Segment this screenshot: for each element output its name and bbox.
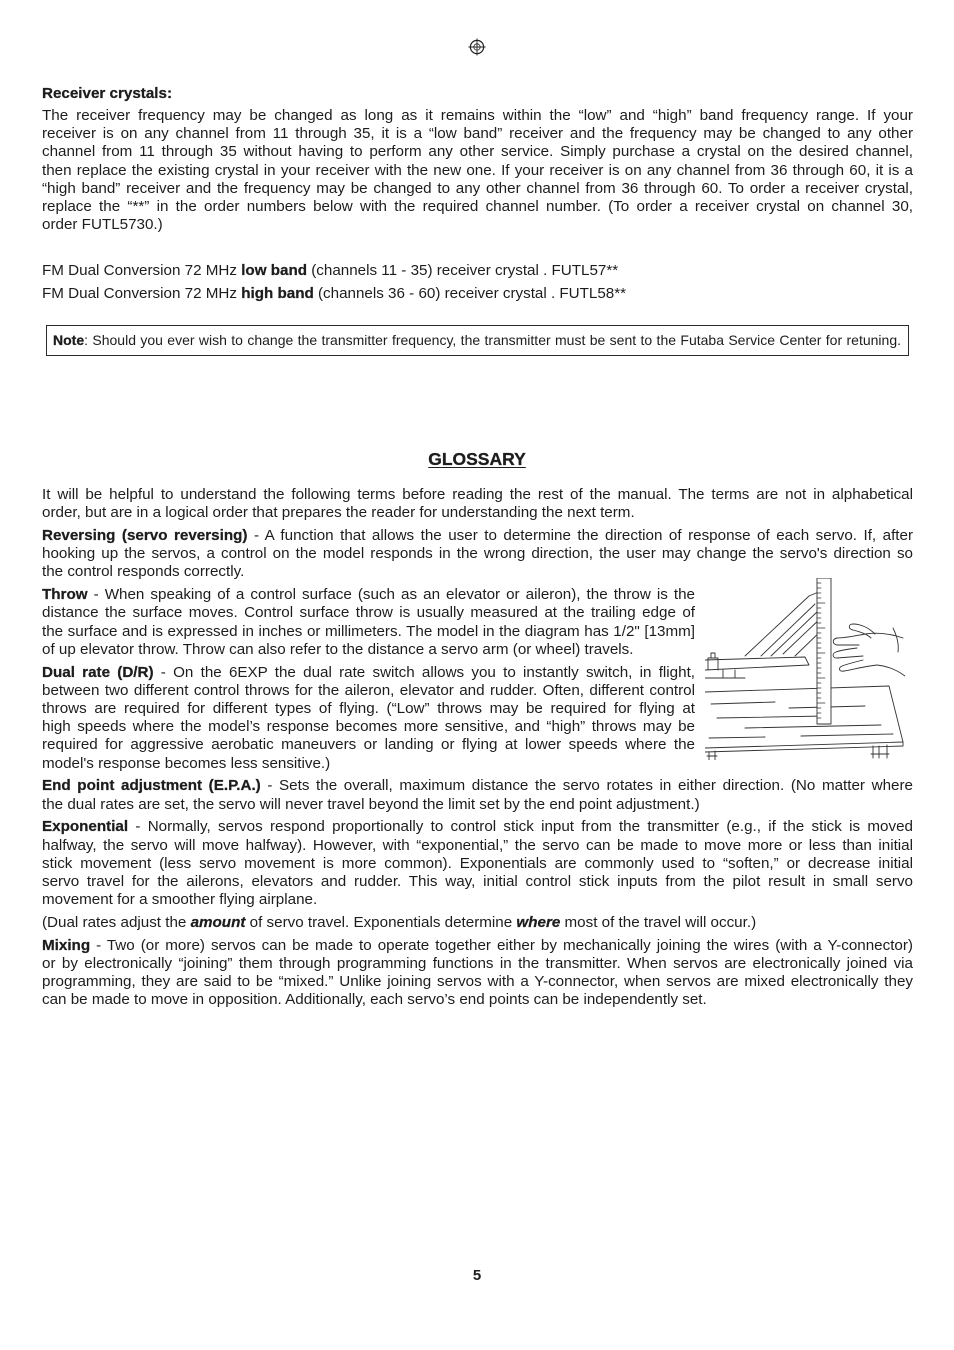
body-line: can be made to move in opposition. Additionally, each servo’s end points can be independently set. — [42, 991, 707, 1009]
definition-text: - Normally, servos respond proportionally to control stick input from the transmitter (e.g., if the stick is moved — [128, 818, 913, 836]
glossary-entry-dual-rate — [42, 664, 695, 773]
table — [705, 686, 903, 760]
body-line: programming, they are said to be “mixed.” Unlike joining servos with a Y-connector, when servos are mixed electronically they — [42, 973, 913, 991]
order-prefix: FM Dual Conversion 72 MHz — [42, 262, 242, 279]
glossary-intro — [42, 486, 913, 522]
receiver-crystals-heading: Receiver crystals: — [42, 85, 173, 102]
ruler — [817, 578, 831, 724]
body-line: order FUTL5730.) — [42, 216, 163, 234]
body-line — [42, 914, 913, 932]
body-line — [42, 527, 913, 545]
body-line: required for aggressive aerobatic maneuvers or landing or flying at lower speeds where the — [42, 736, 695, 754]
body-line — [42, 777, 913, 795]
note-text-part: of servo travel. Exponentials determine — [245, 914, 517, 932]
body-line: The receiver frequency may be changed as long as it remains within the “low” and “high” band frequency range. If your — [42, 107, 913, 124]
glossary-entry-reversing — [42, 527, 913, 582]
definition-text: - On the 6EXP the dual rate switch allows you to instantly switch, in flight, — [153, 663, 696, 681]
body-line: of up elevator throw. Throw can also refer to the distance a servo arm (or wheel) travels. — [42, 640, 634, 658]
glossary-term: Reversing (servo reversing) — [42, 527, 248, 544]
body-line: channel from 11 through 35 without having to perform any other service. Simply purchase a crystal on the desired channel, — [42, 143, 913, 161]
definition-text: - When speaking of a control surface (such as an elevator or aileron), the throw is the — [87, 586, 695, 604]
note-text — [53, 326, 901, 355]
body-line: replace the “**” in the order numbers below with the required channel number. (To order a receiver crystal on channel 30, — [42, 198, 913, 216]
body-line: or by electronically “joining” them through programming functions in the transmitter. When servos are electronically joined via — [42, 955, 913, 973]
receiver-crystals-paragraph — [42, 107, 913, 234]
body-line — [42, 937, 913, 955]
order-suffix: (channels 11 - 35) receiver crystal . FUTL57** — [307, 262, 619, 279]
note-body: : Should you ever wish to change the transmitter frequency, the transmitter must be sent to the Futaba Service Center for retuning. — [84, 332, 901, 348]
body-line: receiver is on any channel from 11 through 35, it is a “low band” receiver and the frequency may be changed to any other — [42, 125, 913, 143]
registration-mark-icon — [468, 38, 486, 56]
emphasis-amount: amount — [190, 914, 246, 932]
order-line-low-band — [42, 262, 913, 280]
glossary-term: End point adjustment (E.P.A.) — [42, 777, 261, 795]
order-suffix: (channels 36 - 60) receiver crystal . FUTL58** — [313, 285, 627, 302]
glossary-entry-mixing — [42, 937, 913, 1010]
body-line: throws are required for different types of flying. (“Low” throws may be required for flying at — [42, 700, 695, 718]
body-line: the surface and is expressed in inches or millimeters. The model in the diagram has 1/2" [13mm] — [42, 622, 695, 640]
body-line: the dual rates are set, the servo will never travel beyond the limit set by the end point adjustment.) — [42, 795, 700, 813]
emphasis-where: where — [516, 914, 561, 932]
order-prefix: FM Dual Conversion 72 MHz — [42, 285, 242, 302]
body-line: the control responds correctly. — [42, 563, 245, 581]
order-line-high-band — [42, 285, 913, 303]
definition-text: - Sets the overall, maximum distance the servo rotates in either direction. (No matter where — [260, 777, 913, 795]
note-text-part: most of the travel will occur.) — [560, 914, 757, 932]
body-line: then replace the existing crystal in your receiver with the new one. If your receiver is on any channel from 36 through 60, it is a — [42, 161, 913, 179]
body-line — [42, 818, 913, 836]
definition-text: - A function that allows the user to determine the direction of response of each servo. If, after — [247, 527, 914, 544]
note-label: Note — [53, 332, 85, 348]
body-line: “high band” receiver and the frequency may be changed to any other channel from 36 through 60. To order a receiver crystal, — [42, 179, 913, 197]
body-line: between two different control throws for the aileron, elevator and rudder. Often, different control — [42, 681, 695, 699]
order-band: low band — [241, 262, 308, 279]
body-line: movement for a smoother flying airplane. — [42, 891, 318, 909]
definition-text: - Two (or more) servos can be made to operate together either by mechanically joining the wires (with a Y-connector) — [90, 936, 913, 954]
glossary-term: Throw — [42, 586, 88, 604]
glossary-term: Mixing — [42, 936, 91, 954]
elevator-throw-ruler-illustration — [705, 578, 905, 760]
body-line: model's response becomes less sensitive.) — [42, 754, 331, 772]
page-number: 5 — [472, 1267, 482, 1284]
glossary-heading: GLOSSARY — [428, 449, 526, 469]
body-line: servo travel for the ailerons, elevators and rudder. This way, initial control stick inputs from the pilot result in small servo — [42, 873, 913, 891]
rates-vs-exponential-note — [42, 914, 913, 932]
body-line — [42, 664, 695, 682]
fuselage — [705, 653, 809, 678]
note-text-part: (Dual rates adjust the — [42, 914, 191, 932]
body-line — [42, 586, 695, 604]
note-box — [46, 325, 909, 356]
glossary-term: Exponential — [42, 818, 129, 836]
glossary-entry-exponential — [42, 818, 913, 909]
glossary-entry-epa — [42, 777, 913, 813]
glossary-entry-throw — [42, 586, 695, 659]
body-line: order, but are in a logical order that prepares the reader for understanding the next term. — [42, 504, 635, 522]
body-line: halfway, the servo will move halfway). However, with “exponential,” the servo can be made to move more or less than initial — [42, 836, 913, 854]
body-line: distance the surface moves. Control surface throw is usually measured at the trailing edge of — [42, 604, 695, 622]
body-line: It will be helpful to understand the following terms before reading the rest of the manual. The terms are not in alphabetical — [42, 486, 913, 503]
order-band: high band — [241, 285, 314, 302]
hand — [833, 624, 905, 676]
body-line: hooking up the servos, a control on the model responds in the wrong direction, the user may change the servo's direction so — [42, 545, 913, 563]
body-line: high speeds where the model’s response becomes more sensitive, and “high” throws may be — [42, 718, 695, 736]
glossary-term: Dual rate (D/R) — [42, 663, 154, 681]
body-line: stick movement (less servo movement is more common). Exponentials are commonly used to “soften,” or decrease initial — [42, 854, 913, 872]
